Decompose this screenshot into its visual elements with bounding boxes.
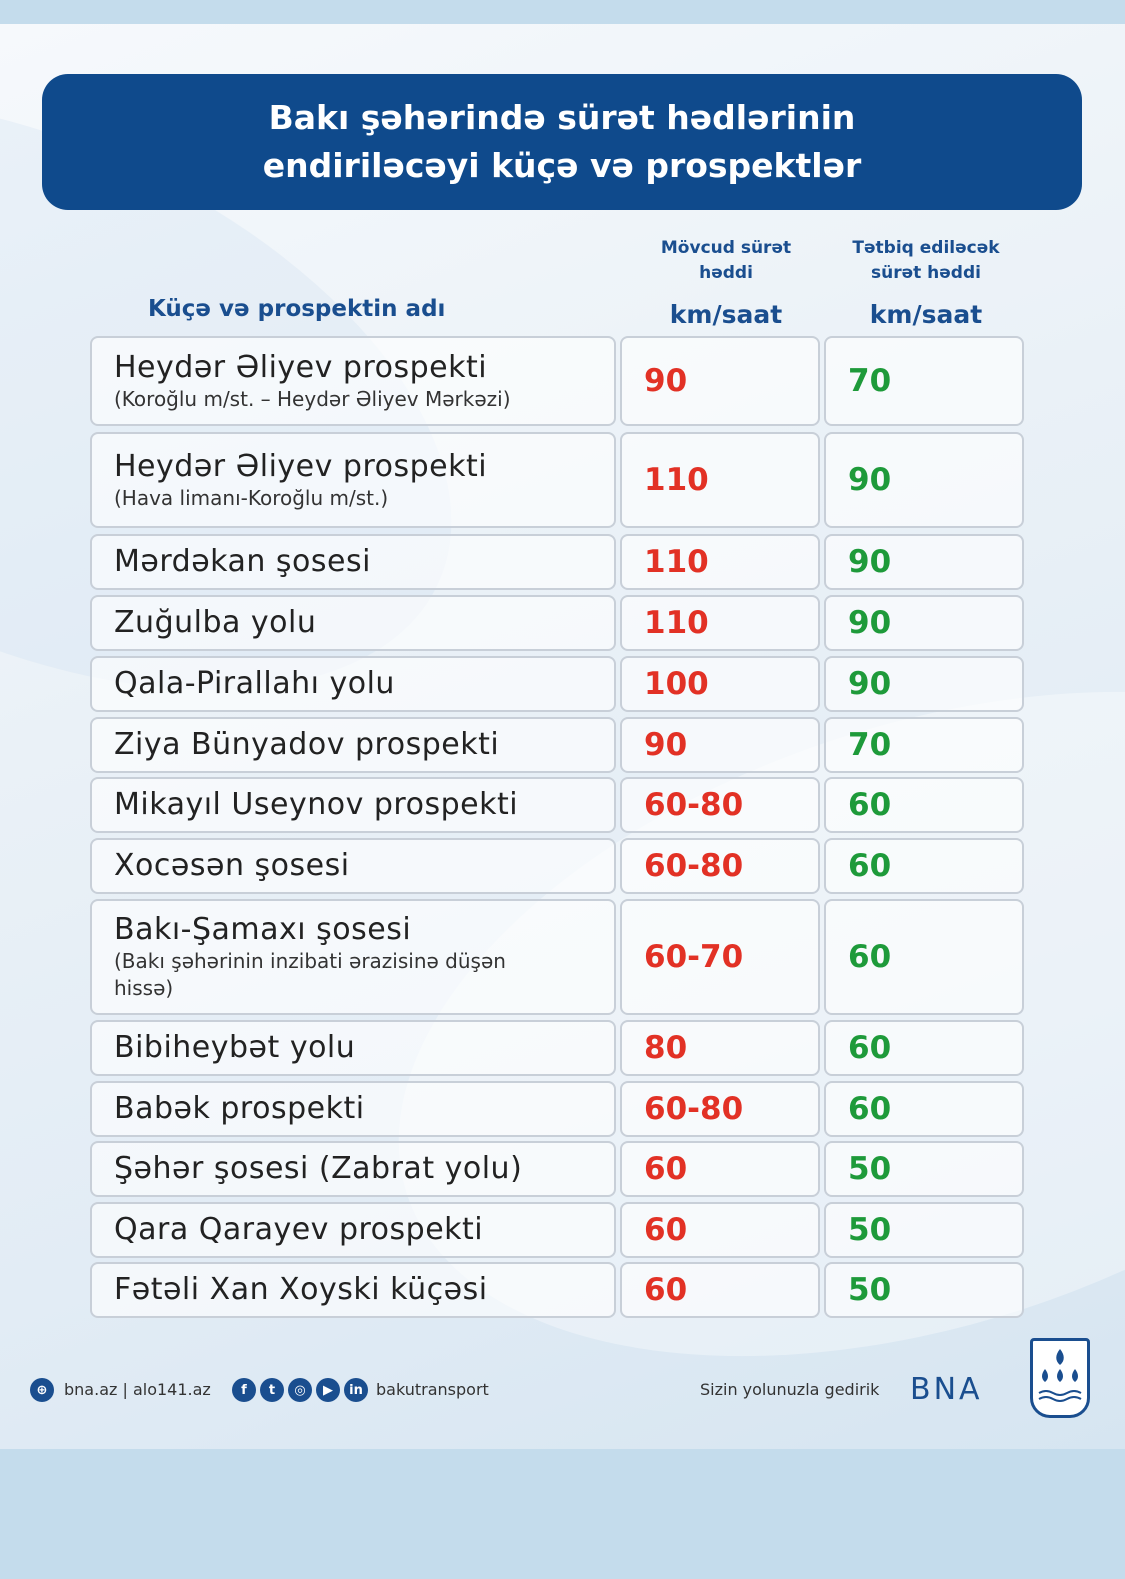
street-name: Fətəli Xan Xoyski küçəsi xyxy=(114,1272,488,1307)
current-speed-cell xyxy=(620,1262,820,1318)
planned-speed-cell xyxy=(824,1081,1024,1137)
poster xyxy=(0,24,1125,1449)
planned-speed-header xyxy=(826,236,1026,329)
current-speed-value: 60 xyxy=(644,1151,688,1187)
street-name: Mərdəkan şosesi xyxy=(114,544,371,579)
current-speed-value: 60-80 xyxy=(644,848,744,884)
street-name-cell xyxy=(90,1141,616,1197)
current-speed-value: 100 xyxy=(644,666,709,702)
current-speed-value: 60 xyxy=(644,1272,688,1308)
current-speed-value: 60-80 xyxy=(644,787,744,823)
street-name: Xocəsən şosesi xyxy=(114,848,350,883)
planned-speed-cell xyxy=(824,656,1024,712)
current-speed-cell xyxy=(620,777,820,833)
title-line-2: endiriləcəyi küçə və prospektlər xyxy=(262,146,862,185)
youtube-icon: ▶ xyxy=(316,1378,340,1402)
planned-speed-value: 70 xyxy=(848,727,892,763)
current-speed-value: 110 xyxy=(644,544,709,580)
footer-social-handle: bakutransport xyxy=(376,1380,489,1399)
street-name-cell xyxy=(90,595,616,651)
street-name-cell xyxy=(90,1020,616,1076)
planned-speed-cell xyxy=(824,899,1024,1015)
footer-slogan: Sizin yolunuzla gedirik xyxy=(700,1380,880,1399)
planned-speed-cell xyxy=(824,1020,1024,1076)
planned-speed-value: 60 xyxy=(848,787,892,823)
street-section: (Bakı şəhərinin inzibati ərazisinə düşən hissə) xyxy=(114,949,506,1000)
planned-speed-cell xyxy=(824,1141,1024,1197)
current-header-line-1: Mövcud sürət xyxy=(660,238,792,258)
current-speed-cell xyxy=(620,1202,820,1258)
current-speed-cell xyxy=(620,1020,820,1076)
planned-speed-cell xyxy=(824,777,1024,833)
street-name-cell xyxy=(90,534,616,590)
street-name: Ziya Bünyadov prospekti xyxy=(114,727,500,762)
current-speed-cell xyxy=(620,656,820,712)
current-speed-cell xyxy=(620,899,820,1015)
street-name-cell xyxy=(90,717,616,773)
facebook-icon: f xyxy=(232,1378,256,1402)
current-header-unit: km/saat xyxy=(669,300,783,329)
instagram-icon: ◎ xyxy=(288,1378,312,1402)
current-speed-value: 60 xyxy=(644,1212,688,1248)
street-name: Mikayıl Useynov prospekti xyxy=(114,787,519,822)
planned-speed-cell xyxy=(824,336,1024,426)
planned-speed-cell xyxy=(824,717,1024,773)
planned-speed-cell xyxy=(824,595,1024,651)
planned-speed-value: 50 xyxy=(848,1212,892,1248)
planned-speed-value: 50 xyxy=(848,1272,892,1308)
street-name-cell xyxy=(90,656,616,712)
title-banner xyxy=(42,74,1082,210)
current-speed-cell xyxy=(620,1141,820,1197)
street-section: (Koroğlu m/st. – Heydər Əliyev Mərkəzi) xyxy=(114,386,511,411)
street-name: Heydər Əliyev prospekti xyxy=(114,349,488,385)
street-name: Bibiheybət yolu xyxy=(114,1030,356,1065)
current-speed-cell xyxy=(620,838,820,894)
planned-speed-value: 60 xyxy=(848,1030,892,1066)
current-speed-header xyxy=(626,236,826,329)
footer-websites: bna.az | alo141.az xyxy=(64,1380,211,1399)
street-name-cell xyxy=(90,777,616,833)
street-name: Babək prospekti xyxy=(114,1091,365,1126)
planned-speed-value: 90 xyxy=(848,605,892,641)
title-line-1: Bakı şəhərində sürət hədlərinin xyxy=(268,98,856,137)
current-speed-cell xyxy=(620,1081,820,1137)
current-speed-cell xyxy=(620,595,820,651)
planned-speed-value: 70 xyxy=(848,363,892,399)
planned-speed-value: 60 xyxy=(848,1091,892,1127)
street-name: Şəhər şosesi (Zabrat yolu) xyxy=(114,1151,523,1186)
planned-speed-cell xyxy=(824,838,1024,894)
planned-speed-cell xyxy=(824,1202,1024,1258)
planned-speed-value: 90 xyxy=(848,666,892,702)
current-header-line-2: həddi xyxy=(699,263,753,283)
street-name: Zuğulba yolu xyxy=(114,605,317,640)
planned-header-line-2: sürət həddi xyxy=(871,263,981,283)
planned-speed-cell xyxy=(824,1262,1024,1318)
footer xyxy=(30,1366,1100,1426)
street-name: Bakı-Şamaxı şosesi xyxy=(114,912,412,947)
current-speed-value: 110 xyxy=(644,605,709,641)
street-name: Qara Qarayev prospekti xyxy=(114,1212,484,1247)
planned-speed-value: 90 xyxy=(848,462,892,498)
street-name-cell xyxy=(90,899,616,1015)
current-speed-cell xyxy=(620,717,820,773)
planned-header-line-1: Tətbiq ediləcək xyxy=(852,238,1000,258)
street-name-cell xyxy=(90,1202,616,1258)
street-name-cell xyxy=(90,1262,616,1318)
planned-speed-cell xyxy=(824,432,1024,528)
street-name-cell xyxy=(90,838,616,894)
street-section: (Hava limanı-Koroğlu m/st.) xyxy=(114,485,389,510)
current-speed-value: 90 xyxy=(644,727,688,763)
bna-logo: BNA xyxy=(910,1372,983,1407)
planned-speed-value: 60 xyxy=(848,939,892,975)
baku-crest-icon xyxy=(1030,1338,1090,1418)
current-speed-cell xyxy=(620,534,820,590)
planned-speed-value: 90 xyxy=(848,544,892,580)
twitter-icon: t xyxy=(260,1378,284,1402)
street-name-cell xyxy=(90,336,616,426)
globe-icon: ⊕ xyxy=(30,1378,54,1402)
street-name-header: Küçə və prospektin adı xyxy=(148,296,446,322)
street-name: Heydər Əliyev prospekti xyxy=(114,448,488,484)
street-name-cell xyxy=(90,1081,616,1137)
street-name: Qala-Pirallahı yolu xyxy=(114,666,395,701)
planned-header-unit: km/saat xyxy=(869,300,983,329)
planned-speed-cell xyxy=(824,534,1024,590)
current-speed-value: 60-80 xyxy=(644,1091,744,1127)
linkedin-icon: in xyxy=(344,1378,368,1402)
current-speed-cell xyxy=(620,432,820,528)
current-speed-value: 110 xyxy=(644,462,709,498)
current-speed-value: 90 xyxy=(644,363,688,399)
street-name-cell xyxy=(90,432,616,528)
current-speed-cell xyxy=(620,336,820,426)
current-speed-value: 80 xyxy=(644,1030,688,1066)
planned-speed-value: 60 xyxy=(848,848,892,884)
planned-speed-value: 50 xyxy=(848,1151,892,1187)
current-speed-value: 60-70 xyxy=(644,939,744,975)
